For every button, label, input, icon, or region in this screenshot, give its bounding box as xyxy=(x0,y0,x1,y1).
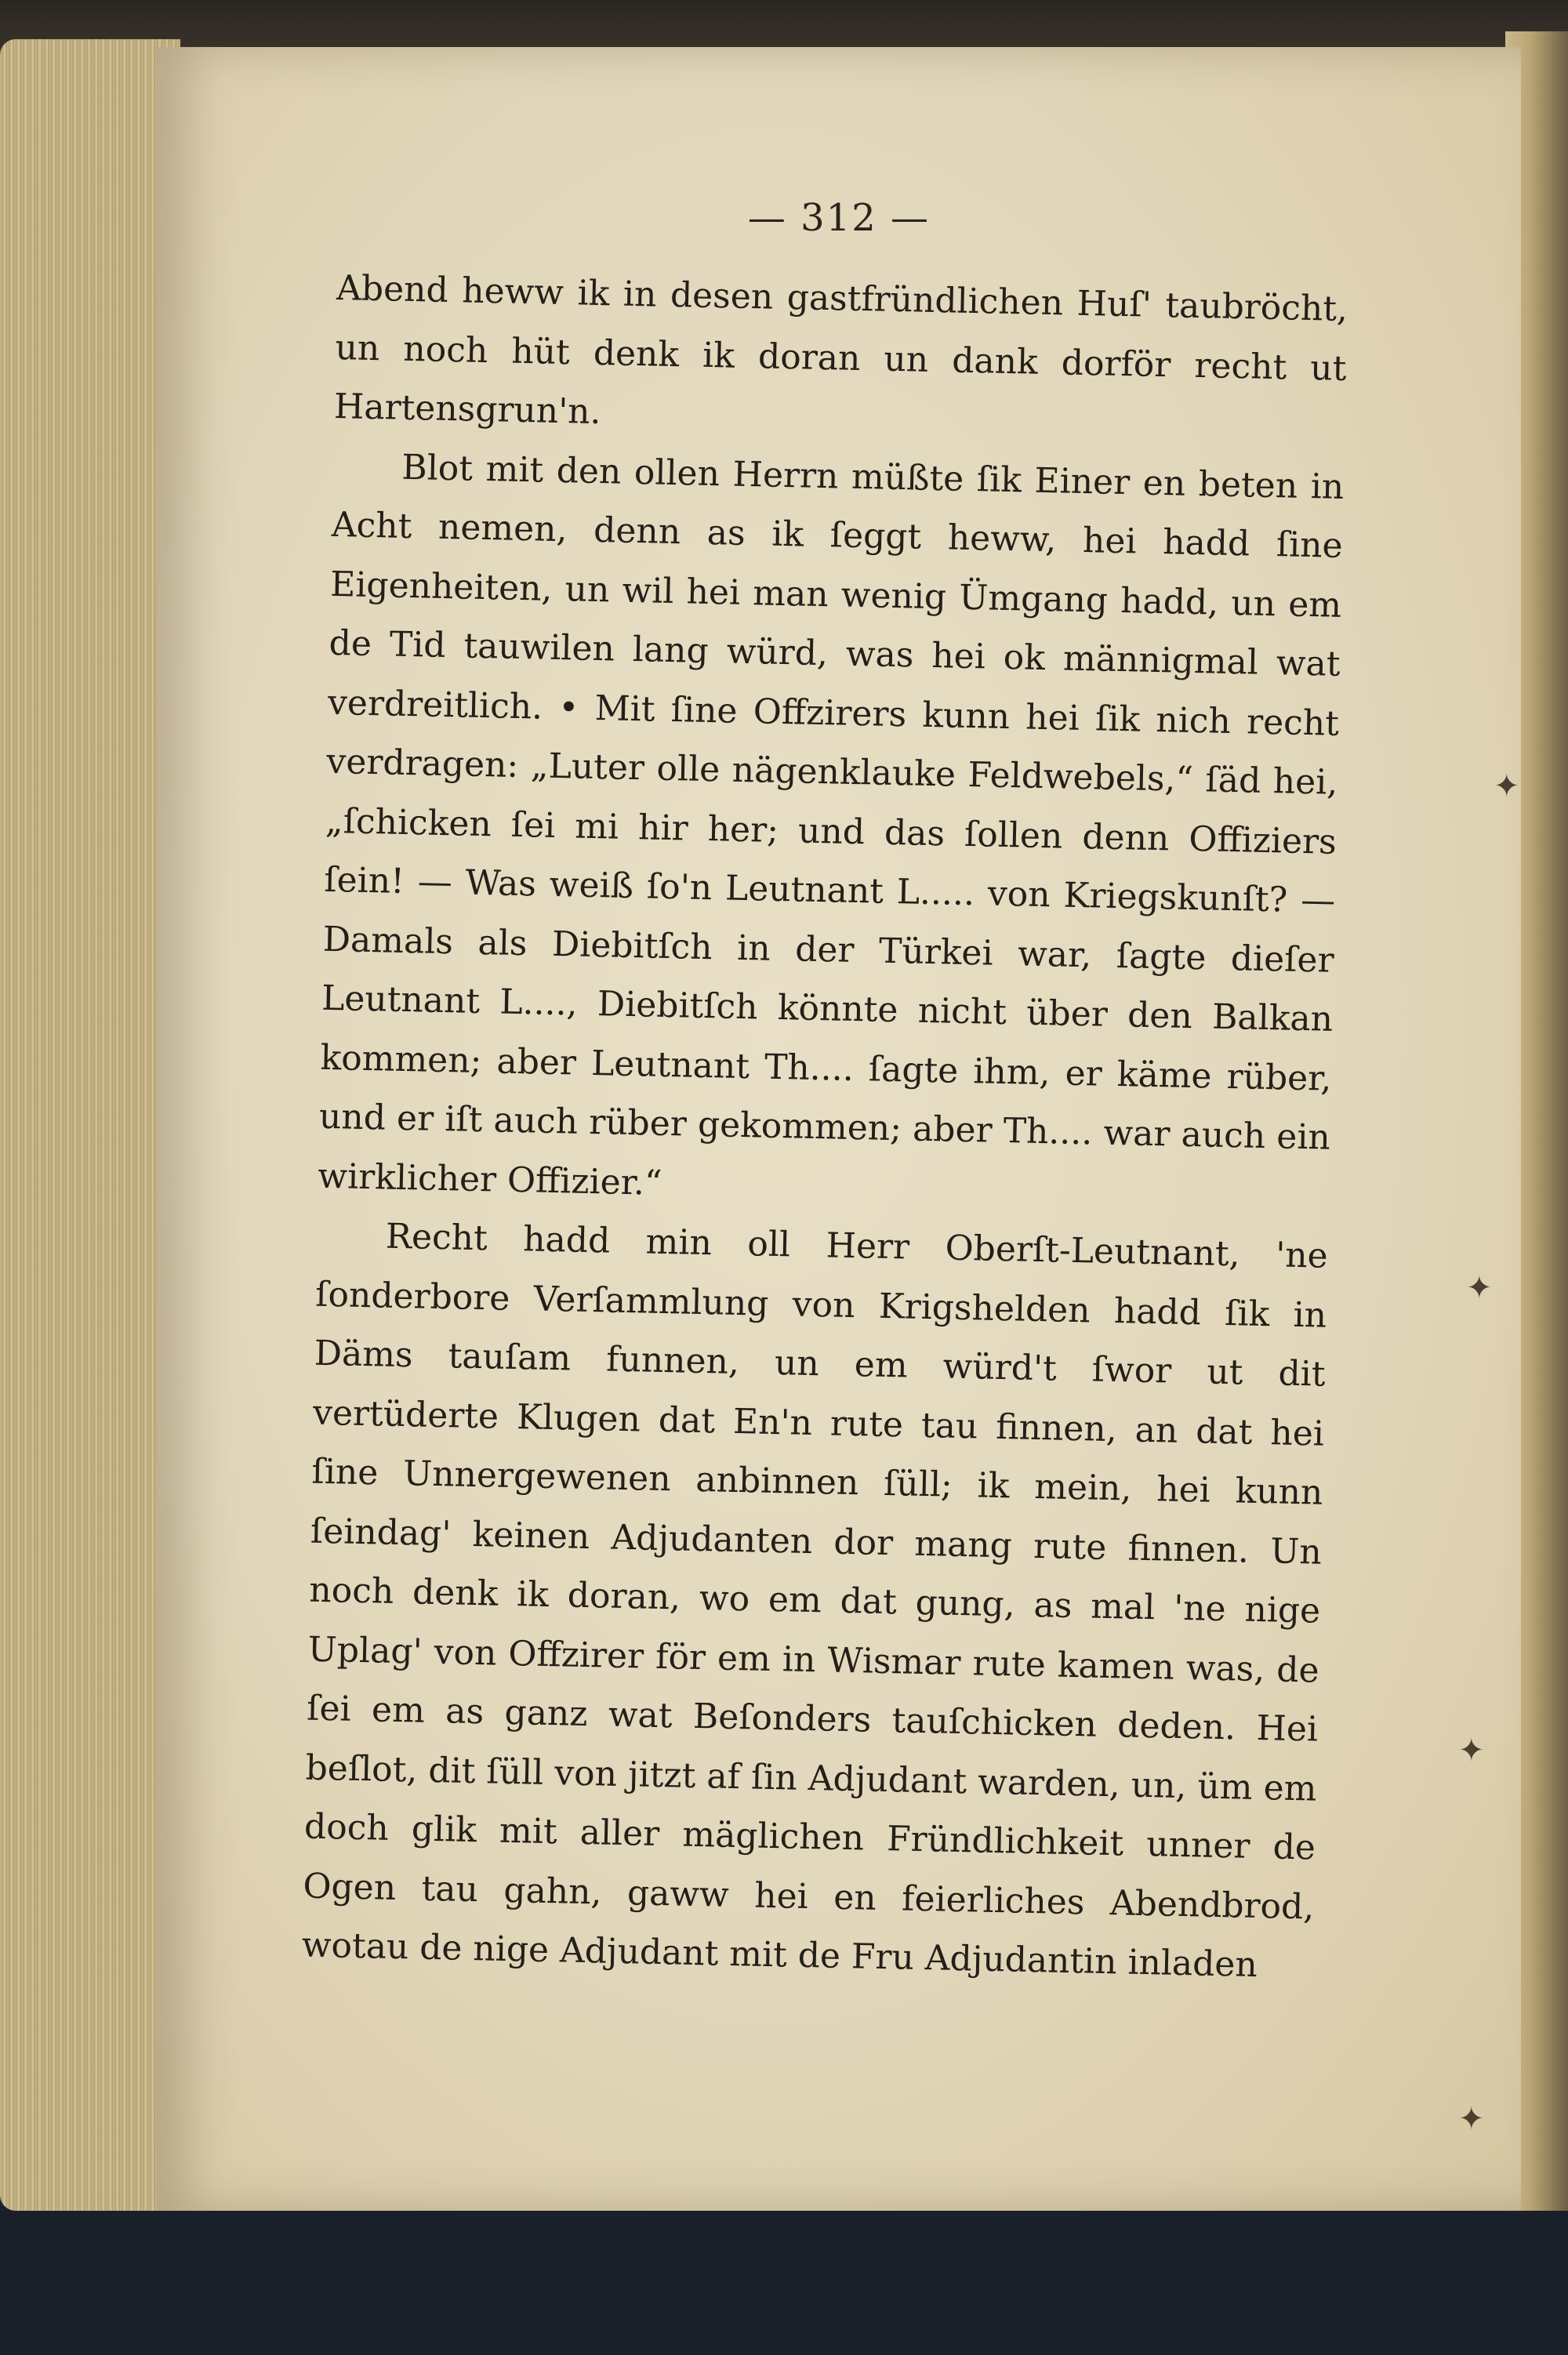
page-edges xyxy=(0,39,180,2211)
margin-mark-icon: ✦ xyxy=(1458,2101,1485,2137)
paragraph-2: Blot mit den ollen Herrn müßte ſik Einer en beten in Acht nemen, denn as ik ſeggt heww, hei hadd ſine Eigenheiten, un wil hei man wenig Ümgang hadd, un em de Tid tauwilen lang würd, was hei ok männigmal wat verdreitlich. • Mit ſine Offzirers kunn hei ſik nich recht verdragen: „Luter olle nägenklauke Feldwebels,“ ſäd hei, „ſchicken ſei mi hir her; und das ſollen denn Offiziers ſein! — Was weiß ſo'n Leutnant L..... von Kriegskunſt? — Damals als Diebitſch in der Türkei war, ſagte dieſer Leutnant L...., Diebitſch könnte nicht über den Balkan kommen; aber Leutnant Th.... ſagte ihm, er käme rüber, und er iſt auch rüber gekommen; aber Th.... war auch ein wirklicher Offizier.“ xyxy=(317,447,1345,1203)
margin-mark-icon: ✦ xyxy=(1494,768,1520,804)
body-text xyxy=(301,259,1348,1996)
page-number: — 312 — xyxy=(747,196,931,240)
paragraph-3: Recht hadd min oll Herr Oberſt-Leutnant, 'ne ſonderbore Verſammlung von Krigshelden hadd ſik in Däms tauſam funnen, un em würd't ſwor ut dit vertüderte Klugen dat En'n rute tau finnen, an dat hei ſine Unnergewenen anbinnen ſüll; ik mein, hei kunn ſeindag' keinen Adjudanten dor mang rute finnen. Un noch denk ik doran, wo em dat gung, as mal 'ne nige Uplag' von Offzirer för em in Wismar rute kamen was, de ſei em as ganz wat Beſonders tauſchicken deden. Hei beſlot, dit ſüll von jitzt af ſin Adjudant warden, un, üm em doch glik mit aller mäglichen Fründlichkeit unner de Ogen tau gahn, gaww hei en feierliches Abendbrod, wotau de nige Adjudant mit de Fru Adjudantin inladen xyxy=(301,1216,1329,1986)
paragraph-1: Abend heww ik in desen gastfründlichen Huſ' taubröcht, un noch hüt denk ik doran un dank dorför recht ut Hartensgrun'n. xyxy=(333,267,1348,433)
margin-mark-icon: ✦ xyxy=(1458,1733,1485,1769)
margin-mark-icon: ✦ xyxy=(1466,1270,1493,1306)
background-bottom xyxy=(0,2211,1568,2355)
